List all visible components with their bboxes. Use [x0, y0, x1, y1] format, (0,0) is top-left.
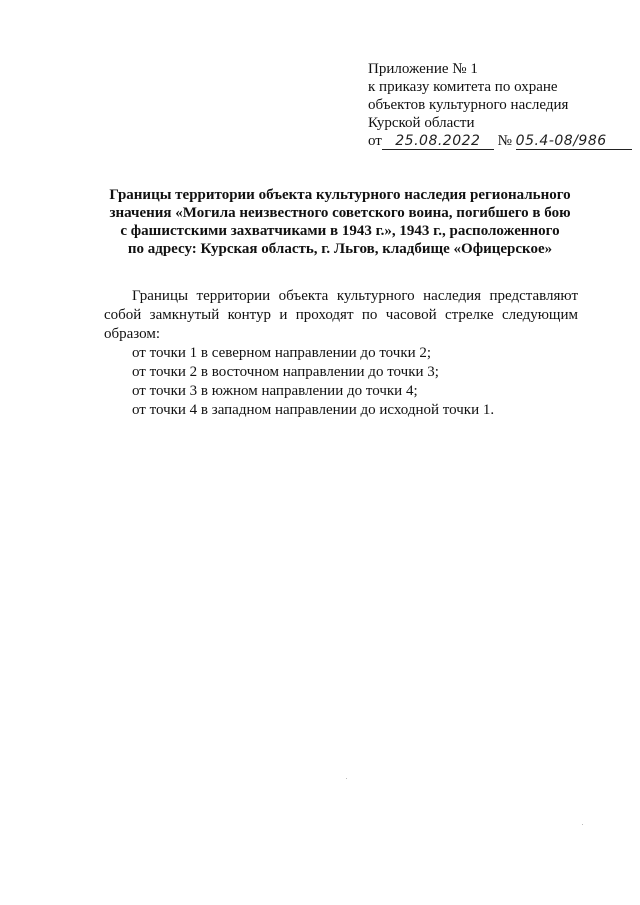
boundary-item-3: от точки 3 в южном направлении до точки 4;: [132, 383, 418, 399]
document-body: [104, 287, 578, 420]
title-line-3: с фашистскими захватчиками в 1943 г.», 1943 г., расположенного: [120, 223, 560, 239]
title-line-4: по адресу: Курская область, г. Льгов, кладбище «Офицерское»: [127, 241, 553, 257]
document-title: [90, 186, 590, 258]
title-line-1: Границы территории объекта культурного наследия регионального: [109, 187, 571, 203]
number-sign: №: [497, 133, 512, 149]
appendix-title: Приложение № 1: [368, 61, 478, 77]
intro-line-1: Границы территории объекта культурного наследия представляют: [132, 288, 578, 304]
appendix-header: [368, 60, 628, 150]
appendix-date-number-line: [368, 132, 628, 150]
appendix-region-line: Курской области: [368, 115, 475, 131]
scan-speck: [582, 824, 583, 825]
boundary-item-2: от точки 2 в восточном направлении до точки 3;: [132, 364, 439, 380]
from-label: от: [368, 133, 382, 149]
handwritten-date: 25.08.2022: [382, 134, 494, 150]
intro-line-2: собой замкнутый контур и проходят по часовой стрелке следующим: [104, 307, 578, 323]
boundary-item-1: от точки 1 в северном направлении до точки 2;: [132, 345, 432, 361]
handwritten-number: 05.4-08/986: [516, 134, 632, 150]
appendix-order-line: к приказу комитета по охране: [368, 79, 558, 95]
title-line-2: значения «Могила неизвестного советского воина, погибшего в бою: [109, 205, 571, 221]
intro-line-3: образом:: [104, 326, 161, 342]
appendix-committee-line: объектов культурного наследия: [368, 97, 569, 113]
scan-speck: [346, 778, 347, 779]
boundary-item-4: от точки 4 в западном направлении до исходной точки 1.: [132, 402, 495, 418]
